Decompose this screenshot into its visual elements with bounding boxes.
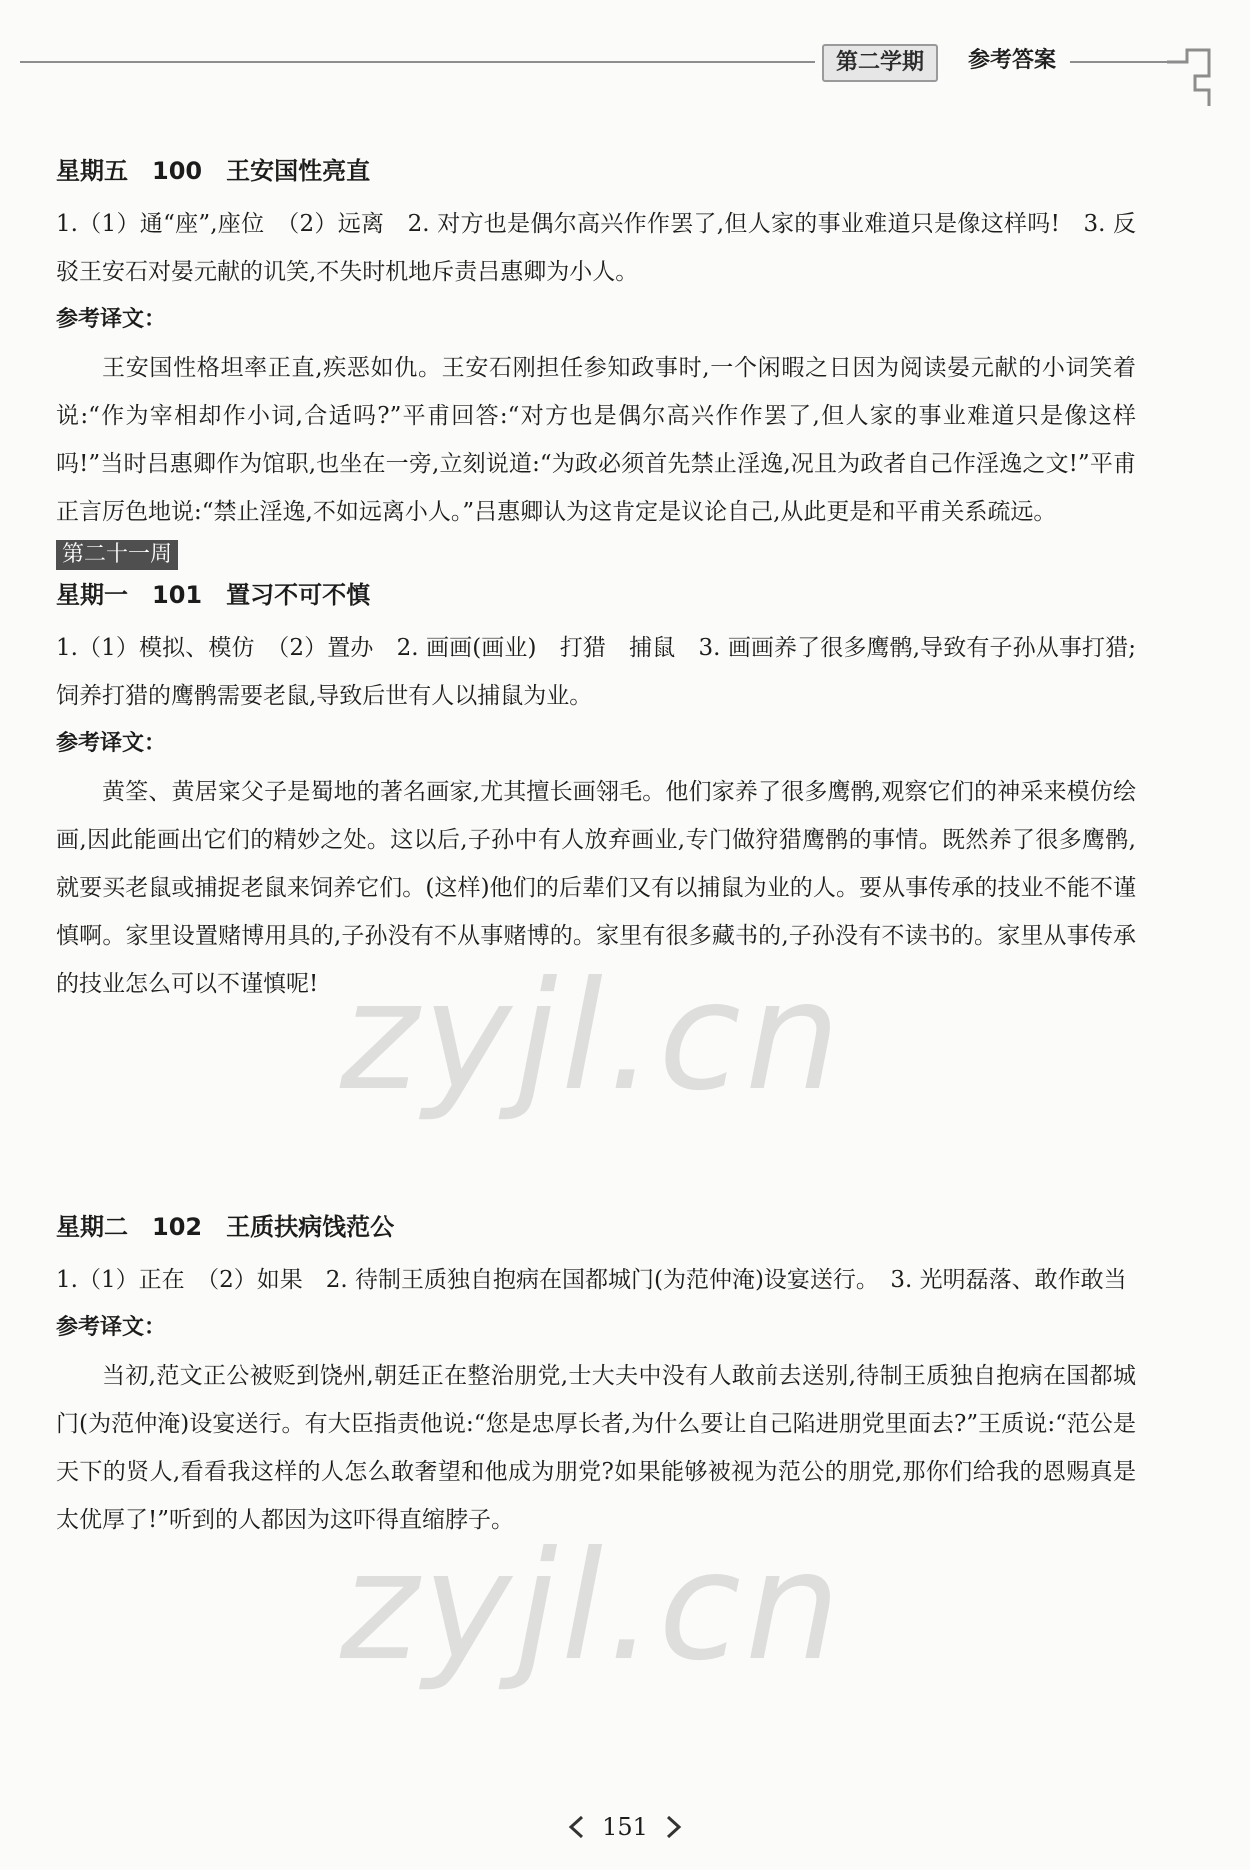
section-friday-100 [56,156,1136,536]
reference-translation-label: 参考译文： [56,307,167,332]
semester-tag: 第二学期 [822,44,938,82]
day-heading: 星期一 101 置习不可不慎 [56,581,371,609]
header-rule-left [20,61,815,63]
reference-translation-label: 参考译文： [56,731,167,756]
corner-ornament-icon [1165,46,1215,108]
translation-paragraph: 王安国性格坦率正直,疾恶如仇。王安石刚担任参知政事时,一个闲暇之日因为阅读晏元献的小词笑着说:“作为宰相却作小词,合适吗?”平甫回答:“对方也是偶尔高兴作作罢了,但人家的事业难道只是像这样吗!”当时吕惠卿作为馆职,也坐在一旁,立刻说道:“为政必须首先禁止淫逸,况且为政者自己作淫逸之文!”平甫正言厉色地说:“禁止淫逸,不如远离小人。”吕惠卿认为这肯定是议论自己,从此更是和平甫关系疏远。 [56,355,1136,525]
answers-text: 1.（1）模拟、模仿 （2）置办 2. 画画(画业) 打猎 捕鼠 3. 画画养了很多鹰鹘,导致有子孙从事打猎;饲养打猎的鹰鹘需要老鼠,导致后世有人以捕鼠为业。 [56,635,1136,709]
chevron-right-icon [662,1814,684,1840]
day-heading: 星期二 102 王质扶病饯范公 [56,1213,395,1241]
watermark: zyjl.cn [340,950,845,1124]
answers-text: 1.（1）通“座”,座位 （2）远离 2. 对方也是偶尔高兴作作罢了,但人家的事业难道只是像这样吗! 3. 反驳王安石对晏元献的讥笑,不失时机地斥责吕惠卿为小人。 [56,211,1136,285]
week-banner: 第二十一周 [56,540,178,570]
watermark: zyjl.cn [340,1520,845,1694]
chevron-left-icon [566,1814,588,1840]
translation-paragraph: 当初,范文正公被贬到饶州,朝廷正在整治朋党,士大夫中没有人敢前去送别,待制王质独自抱病在国都城门(为范仲淹)设宴送行。有大臣指责他说:“您是忠厚长者,为什么要让自己陷进朋党里面去?”王质说:“范公是天下的贤人,看看我这样的人怎么敢奢望和他成为朋党?如果能够被视为范公的朋党,那你们给我的恩赐真是太优厚了!”听到的人都因为这吓得直缩脖子。 [56,1363,1136,1533]
answers-text: 1.（1）正在 （2）如果 2. 待制王质独自抱病在国都城门(为范仲淹)设宴送行。 3. 光明磊落、敢作敢当 [56,1267,1127,1293]
section-tuesday-102 [56,1212,1136,1544]
day-heading: 星期五 100 王安国性亮直 [56,157,371,185]
page-number: 151 [602,1812,648,1841]
reference-translation-label: 参考译文： [56,1315,167,1340]
section-monday-101 [56,540,1136,1008]
translation-paragraph: 黄筌、黄居寀父子是蜀地的著名画家,尤其擅长画翎毛。他们家养了很多鹰鹘,观察它们的神采来模仿绘画,因此能画出它们的精妙之处。这以后,子孙中有人放弃画业,专门做狩猎鹰鹘的事情。既然养了很多鹰鹘,就要买老鼠或捕捉老鼠来饲养它们。(这样)他们的后辈们又有以捕鼠为业的人。要从事传承的技业不能不谨慎啊。家里设置赌博用具的,子孙没有不从事赌博的。家里有很多藏书的,子孙没有不读书的。家里从事传承的技业怎么可以不谨慎呢! [56,779,1136,997]
header-title: 参考答案 [968,48,1057,73]
page-footer [0,1810,1250,1842]
